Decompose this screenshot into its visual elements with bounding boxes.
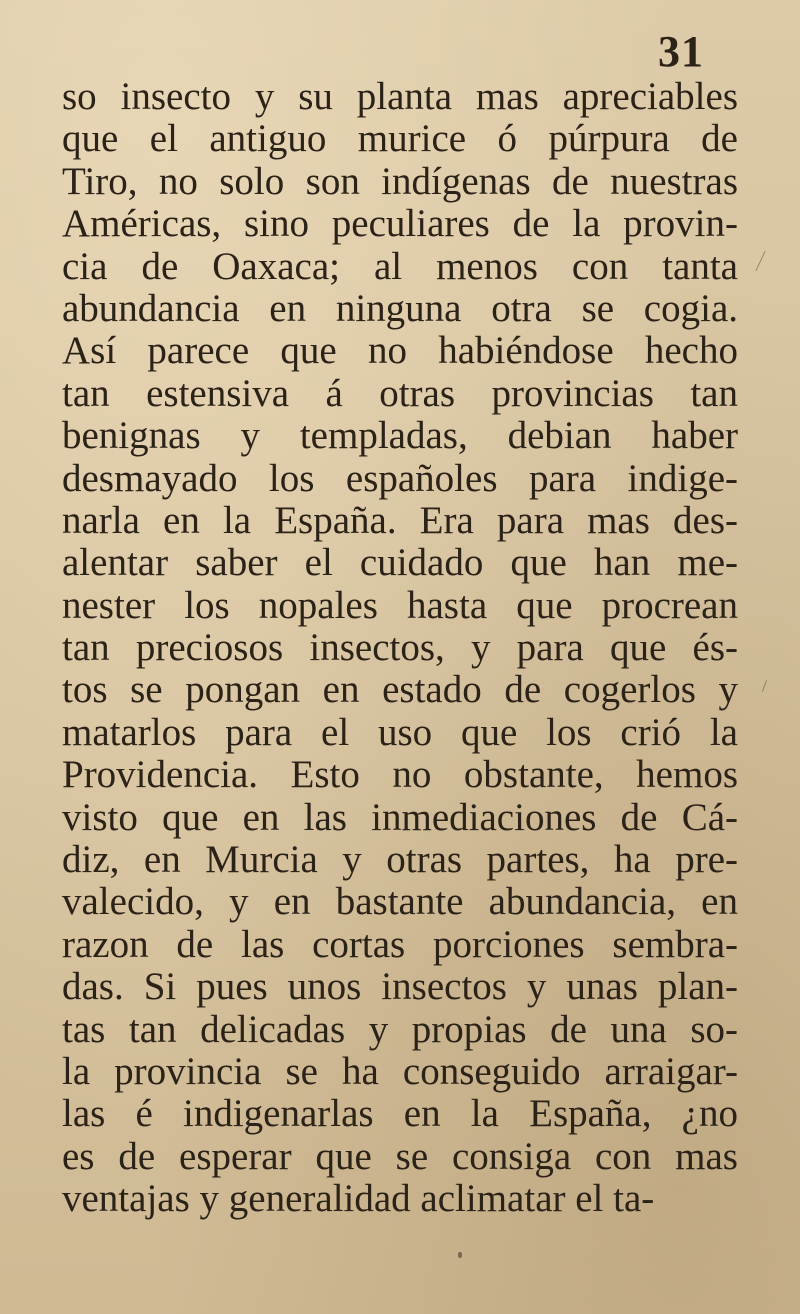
text-line: abundancia en ninguna otra se cogia. bbox=[62, 287, 738, 330]
text-line: ventajas y generalidad aclimatar el ta- bbox=[62, 1178, 655, 1221]
text-line: tan estensiva á otras provincias tan bbox=[62, 372, 738, 415]
body-text bbox=[62, 76, 738, 1221]
text-line: que el antiguo murice ó púrpura de bbox=[62, 118, 738, 161]
text-line: matarlos para el uso que los crió la bbox=[62, 711, 738, 754]
text-line: tos se pongan en estado de cogerlos y bbox=[62, 669, 738, 712]
text-line: tas tan delicadas y propias de una so- bbox=[62, 1008, 738, 1051]
text-line: narla en la España. Era para mas des- bbox=[62, 499, 738, 542]
text-line: so insecto y su planta mas apreciables bbox=[62, 76, 738, 118]
text-line: benignas y templadas, debian haber bbox=[62, 415, 738, 458]
text-line: es de esperar que se consiga con mas bbox=[62, 1135, 738, 1178]
margin-mark bbox=[755, 251, 765, 271]
text-line: razon de las cortas porciones sembra- bbox=[62, 923, 738, 966]
text-line: la provincia se ha conseguido arraigar- bbox=[62, 1050, 738, 1093]
margin-mark bbox=[762, 680, 767, 692]
text-line: alentar saber el cuidado que han me- bbox=[62, 542, 738, 585]
text-line: Américas, sino peculiares de la provin- bbox=[62, 203, 738, 246]
page-number: 31 bbox=[658, 27, 704, 76]
ink-speck bbox=[458, 1252, 462, 1258]
text-line: tan preciosos insectos, y para que és- bbox=[62, 627, 738, 670]
text-line: cia de Oaxaca; al menos con tanta bbox=[62, 245, 738, 288]
text-line: desmayado los españoles para indige- bbox=[62, 457, 738, 500]
text-line: Tiro, no solo son indígenas de nuestras bbox=[62, 160, 738, 203]
text-line: las é indigenarlas en la España, ¿no bbox=[62, 1093, 738, 1136]
text-line: nester los nopales hasta que procrean bbox=[62, 584, 738, 627]
text-line: das. Si pues unos insectos y unas plan- bbox=[62, 966, 738, 1009]
text-line: diz, en Murcia y otras partes, ha pre- bbox=[62, 839, 738, 882]
text-line: Providencia. Esto no obstante, hemos bbox=[62, 754, 738, 797]
text-line: valecido, y en bastante abundancia, en bbox=[62, 881, 738, 924]
text-line: visto que en las inmediaciones de Cá- bbox=[62, 796, 738, 839]
text-line: Así parece que no habiéndose hecho bbox=[62, 330, 738, 373]
